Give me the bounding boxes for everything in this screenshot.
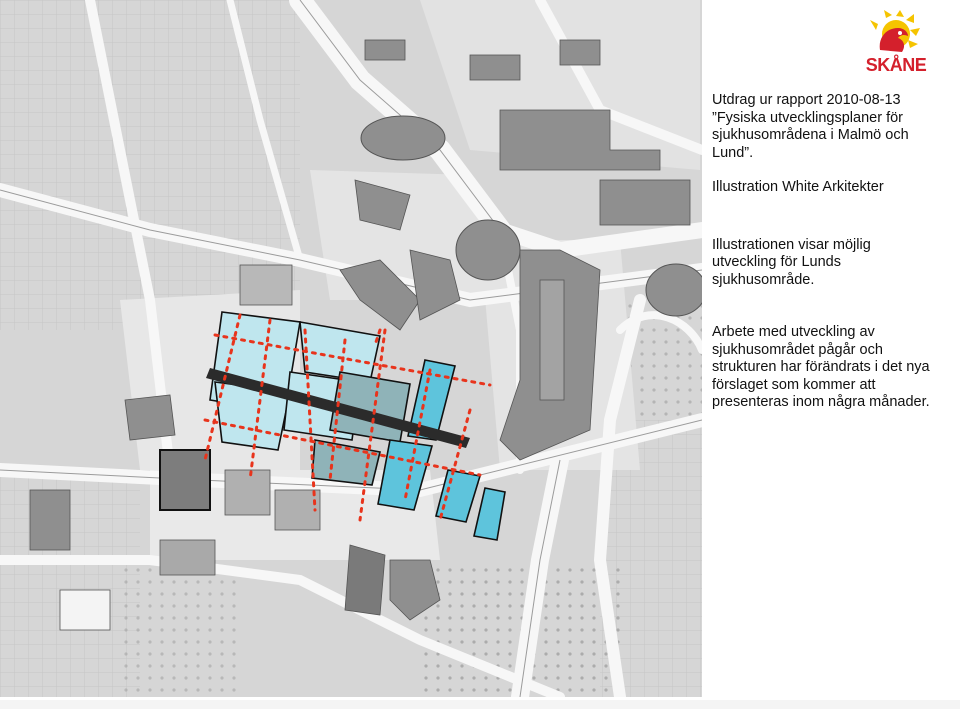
- caption-panel: [712, 92, 952, 412]
- description-line-1: Illustrationen visar möjlig: [712, 236, 871, 253]
- building-east-wing: [540, 280, 564, 400]
- page-bottom-strip: [0, 700, 960, 709]
- building-south-dark: [345, 545, 385, 615]
- illustration-credit: Illustration White Arkitekter: [712, 179, 884, 195]
- building-sw-dark: [160, 450, 210, 510]
- building-top-2: [470, 55, 520, 80]
- note-line-2: sjukhusområdet pågår och: [712, 341, 883, 358]
- building-south-3: [160, 540, 215, 575]
- southwest-trees: [120, 560, 240, 697]
- building-top-1: [365, 40, 405, 60]
- building-sports-field: [60, 590, 110, 630]
- logo-wordmark: SKÅNE: [865, 55, 927, 75]
- source-line-2: ”Fysiska utvecklingsplaner för: [712, 109, 903, 126]
- building-northeast: [600, 180, 690, 225]
- description-line-3: sjukhusområde.: [712, 271, 815, 288]
- note-line-3: strukturen har förändrats i det nya: [712, 359, 930, 375]
- building-top-3: [560, 40, 600, 65]
- griffin-eye: [898, 31, 902, 35]
- skane-griffin-sun-icon: [858, 10, 934, 58]
- source-line-3: sjukhusområdena i Malmö och: [712, 127, 909, 143]
- source-line-4: Lund”.: [712, 144, 754, 161]
- note-line-1: Arbete med utveckling av: [712, 324, 875, 340]
- note-line-5: presenteras inom några månader.: [712, 394, 930, 410]
- description-line-2: utveckling för Lunds: [712, 254, 841, 270]
- building-west-box: [240, 265, 292, 305]
- building-west-round: [125, 395, 175, 440]
- region-skane-logo: [858, 10, 934, 78]
- oval-north: [361, 116, 445, 160]
- source-line-1: Utdrag ur rapport 2010-08-13: [712, 92, 901, 108]
- building-south-1: [225, 470, 270, 515]
- building-south-2: [275, 490, 320, 530]
- oval-east: [646, 264, 702, 316]
- note-line-4: förslaget som kommer att: [712, 376, 876, 393]
- building-west-row: [30, 490, 70, 550]
- oval-center: [456, 220, 520, 280]
